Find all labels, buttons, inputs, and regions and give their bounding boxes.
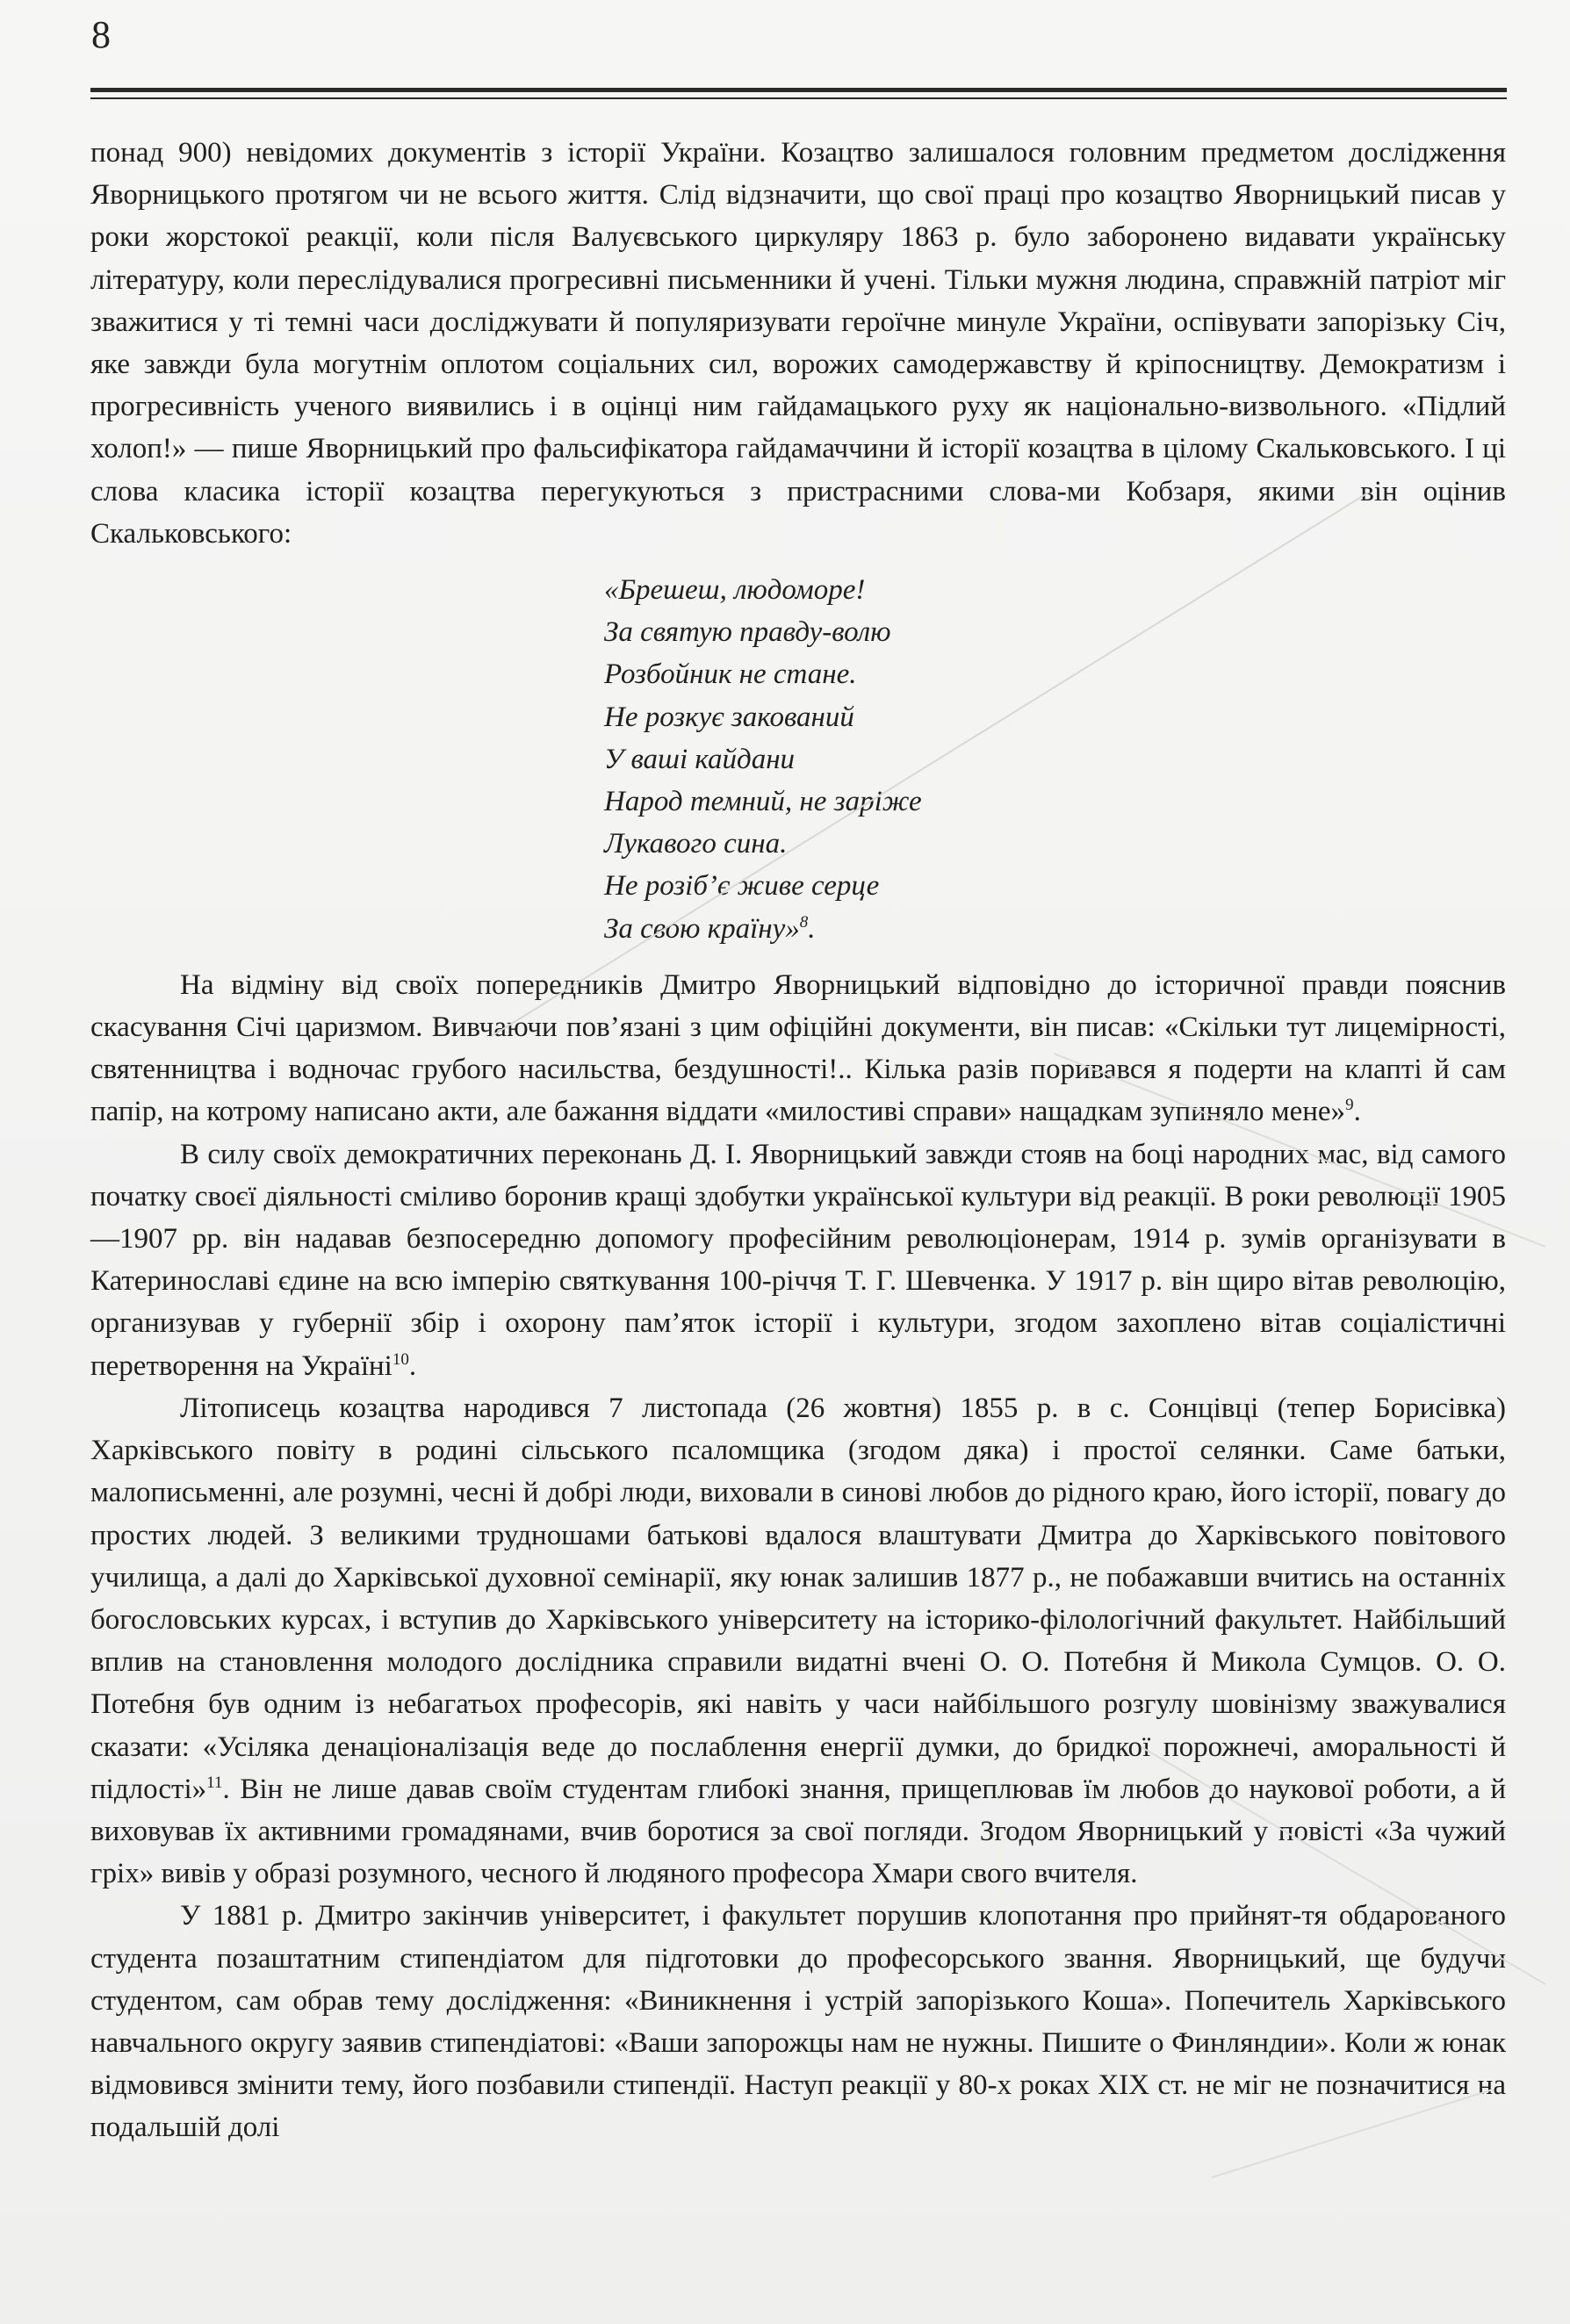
paragraph-3-text: В силу своїх демократичних переконань Д. І. Яворницький завжди стояв на боці народних мас, від самого початку своєї діяльності сміливо боронив кращі здобутки української культури від реакції. В роки революції 1905—1907 рр. він надавав безпосередню допомогу професійним революціонерам, 1914 р. зумів організувати в Катеринославі єдине на всю імперію святкування 100-річчя Т. Г. Шевченка. У 1917 р. він щиро вітав революцію, организував у губернії збір і охорону пам’яток історії і культури, згодом захоплено вітав соціалістичні перетворення на Україні [90, 1138, 1506, 1382]
paragraph-2-tail: . [1353, 1096, 1361, 1128]
footnote-ref: 10 [392, 1349, 409, 1369]
footnote-ref: 8 [799, 912, 809, 932]
paragraph-1: понад 900) невідомих документів з історії України. Козацтво залишалося головним предметом дослідження Яворницького протягом чи не всього життя. Слід відзначити, що свої праці про козацтво Яворницький писав у роки жорстокої реакції, коли після Валуєвського циркуляру 1863 р. було заборонено видавати українську літературу, коли переслідувалися прогресивні письменники й учені. Тільки мужня людина, справжній патріот міг зважитися у ті темні часи досліджувати й популяризувати героїчне минуле України, оспівувати запорізьку Січ, яке завжди була могутнім оплотом соціальних сил, ворожих самодержавству й кріпосництву. Демократизм і прогресивність ученого виявились і в оцінці ним гайдамацького руху як національно-визвольного. «Підлий холоп!» — пише Яворницький про фальсифікатора гайдамаччини й історії козацтва в цілому Скальковського. І ці слова класика історії козацтва перегукуються з пристрасними слова-ми Кобзаря, якими він оцінив Скальковського: [90, 137, 1506, 550]
poem-line: «Брешеш, людоморе! [604, 574, 866, 607]
header-rule-thin [90, 97, 1507, 99]
body-text [90, 132, 1506, 2149]
page-number: 8 [91, 13, 111, 56]
poem-line: Не розкує закований [604, 701, 854, 733]
poem-line: Лукавого сина. [604, 828, 788, 860]
paragraph-3 [90, 1133, 1506, 1387]
poem-line: Не розіб’є живе серце [604, 870, 880, 903]
paragraph-3-tail: . [408, 1349, 417, 1382]
paragraph-4-text-b: . Він не лише давав своїм студентам глибокі знання, прищеплював їм любов до наукової роботи, а й виховував їх активними громадянами, вчив боротися за свої погляди. Згодом Яворницький у повісті «За чужий гріх» вивів у образі розумного, чесного й людяного професора Хмари свого вчителя. [90, 1773, 1506, 1890]
header-rule-thick [90, 88, 1507, 92]
paragraph-2-text: На відміну від своїх попередників Дмитро Яворницький відповідно до історичної правди пояснив скасування Січі царизмом. Вивчаючи пов’язані з цим офіційні документи, він писав: «Скільки тут лицемірності, святенництва і водночас грубого насильства, бездушності!.. Кілька разів поривався я подерти на клапті й сам папір, на котрому написано акти, але бажання віддати «милостиві справи» нащадкам зупиняло мене» [90, 968, 1506, 1128]
footnote-ref: 9 [1345, 1096, 1354, 1115]
paragraph-5: У 1881 р. Дмитро закінчив університет, і факультет порушив клопотання про прийнят-тя обдарованого студента позаштатним стипендіатом для підготовки до професорського звання. Яворницький, ще будучи студентом, сам обрав тему дослідження: «Виникнення і устрій запорізького Коша». Попечитель Харківського навчального округу заявив стипендіатові: «Ваши запорожцы нам не нужны. Пишите о Финляндии». Коли ж юнак відмовився змінити тему, його позбавили стипендії. Наступ реакції у 80-х роках XIX ст. не міг не позначитися на подальшій долі [90, 1900, 1506, 2144]
paragraph-4 [90, 1387, 1506, 1895]
poem-line-last: За свою країну»$^8$. [604, 912, 816, 945]
paragraph-4-text-a: Літописець козацтва народився 7 листопада (26 жовтня) 1855 р. в с. Сонцівці (тепер Борисівка) Харківського повіту в родині сільського псаломщика (згодом дяка) і простої селянки. Саме батьки, малописьменні, але розумні, чесні й добрі люди, виховали в синові любов до рідного краю, його історії, повагу до простих людей. З великими трудношами батькові вдалося влаштувати Дмитра до Харківського повітового училища, а далі до Харківської духовної семінарії, яку юнак залишив 1877 р., не побажавши вчитись на останніх богословських курсах, і вступив до Харківського університету на історико-філологічний факультет. Найбільший вплив на становлення молодого дослідника справили видатні вчені О. О. Потебня й Микола Сумцов. О. О. Потебня був одним із небагатьох професорів, які навіть у часи найбільшого розгулу шовінізму зважувалися сказати: «Усіляка денаціоналізація веде до послаблення енергії думки, до бридкої порожнечі, аморальності й підлості» [90, 1392, 1506, 1805]
paragraph-2 [90, 964, 1506, 1133]
poem-line: У ваші кайдани [604, 743, 796, 775]
poem-line: Розбойник не стане. [604, 658, 857, 691]
poem-line: Народ темний, не заріже [604, 786, 922, 818]
poem-quote [604, 569, 1506, 950]
footnote-ref: 11 [206, 1773, 223, 1792]
poem-line: За святую правду-волю [604, 616, 891, 649]
poem-line-text: За свою країну» [604, 912, 800, 945]
